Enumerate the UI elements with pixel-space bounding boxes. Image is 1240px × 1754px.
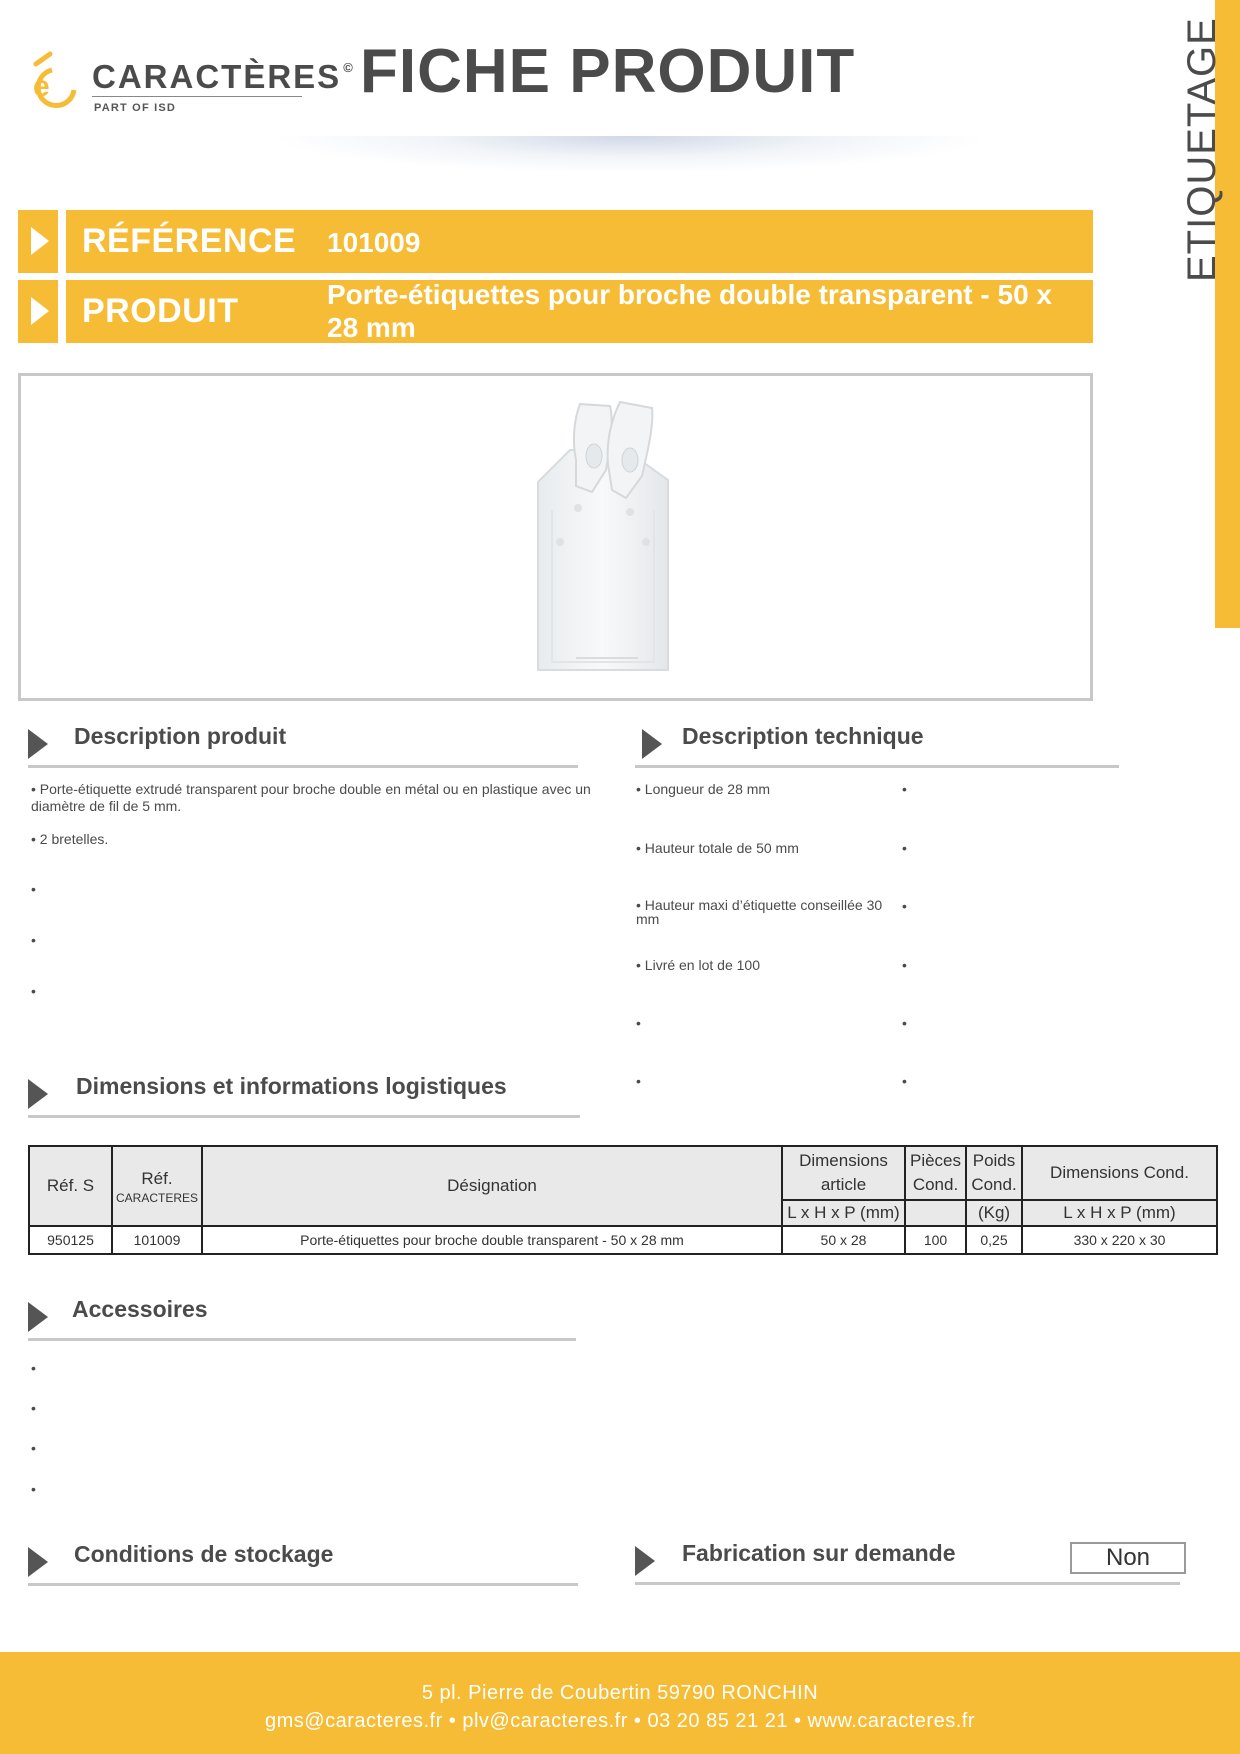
tech-item: •	[636, 1015, 641, 1031]
col-dim-article-line2: article	[820, 1175, 867, 1194]
tech-item: •	[902, 1073, 907, 1089]
tech-item: •	[636, 1073, 641, 1089]
col-dim-article-line1: Dimensions	[799, 1151, 888, 1170]
col-poids-unit: (Kg)	[966, 1200, 1022, 1226]
section-arrow-icon	[28, 1079, 48, 1109]
svg-text:e: e	[33, 70, 50, 103]
description-item: •	[31, 881, 36, 897]
col-poids-line1: Poids	[972, 1151, 1016, 1170]
col-ref-sublabel: CARACTERES	[115, 1191, 198, 1205]
section-title: Fabrication sur demande	[682, 1540, 956, 1566]
cell-dim-cond: 330 x 220 x 30	[1022, 1226, 1217, 1254]
section-title: Accessoires	[72, 1296, 208, 1322]
col-ref-label: Réf.	[141, 1169, 173, 1188]
description-item: • 2 bretelles.	[31, 831, 109, 847]
brand-divider	[92, 96, 302, 97]
tech-item: • Hauteur maxi d’étiquette conseillée 30 mm	[636, 897, 883, 927]
section-title: Dimensions et informations logistiques	[76, 1073, 507, 1099]
logistics-table	[28, 1145, 1218, 1255]
description-item: •	[31, 983, 36, 999]
section-arrow-icon	[635, 1546, 655, 1576]
section-rule	[28, 1583, 578, 1586]
tech-item: •	[902, 1015, 907, 1031]
accessoires-heading	[18, 1296, 588, 1344]
stockage-heading	[18, 1541, 588, 1589]
cell-ref-s: 950125	[29, 1226, 112, 1254]
reference-label: RÉFÉRENCE	[82, 222, 297, 260]
brand-subtitle: PART OF ISD	[94, 102, 177, 114]
reference-value: 101009	[327, 227, 421, 258]
tech-item: •	[902, 957, 907, 973]
col-dim-article-unit: L x H x P (mm)	[782, 1200, 905, 1226]
tech-item: •	[902, 898, 907, 914]
cell-poids: 0,25	[966, 1226, 1022, 1254]
product-image	[518, 400, 678, 680]
section-arrow-icon	[28, 1547, 48, 1577]
col-pieces-unit	[905, 1200, 966, 1226]
fabrication-value: Non	[1070, 1542, 1186, 1574]
reference-marker	[18, 210, 58, 273]
accessoire-item: •	[31, 1400, 36, 1416]
col-pieces-line2: Cond.	[912, 1175, 959, 1194]
section-rule	[28, 1115, 580, 1118]
produit-marker	[18, 280, 58, 343]
col-dim-cond-unit: L x H x P (mm)	[1022, 1200, 1217, 1226]
section-title: Description produit	[74, 723, 287, 749]
produit-bar	[66, 280, 1093, 343]
accessoire-item: •	[31, 1481, 36, 1497]
section-rule	[635, 1582, 1180, 1585]
accessoire-item: •	[31, 1360, 36, 1376]
table-row	[29, 1226, 1217, 1254]
section-rule	[635, 765, 1119, 768]
footer-address: 5 pl. Pierre de Coubertin 59790 RONCHIN	[421, 1682, 819, 1704]
reference-bar	[66, 210, 1093, 273]
tech-item: • Longueur de 28 mm	[636, 781, 771, 797]
section-title: Description technique	[682, 723, 924, 749]
col-pieces-line1: Pièces	[909, 1151, 962, 1170]
tech-item: • Livré en lot de 100	[636, 957, 760, 973]
cell-pieces: 100	[905, 1226, 966, 1254]
col-poids	[966, 1146, 1022, 1200]
section-arrow-icon	[642, 729, 662, 759]
section-arrow-icon	[28, 729, 48, 759]
col-dim-article	[782, 1146, 905, 1200]
brand-name: CARACTÈRES ©	[92, 58, 355, 95]
cell-designation: Porte-étiquettes pour broche double transparent - 50 x 28 mm	[202, 1226, 782, 1254]
tech-item: • Hauteur totale de 50 mm	[636, 840, 799, 856]
col-designation: Désignation	[202, 1146, 782, 1226]
col-pieces	[905, 1146, 966, 1200]
description-item: • Porte-étiquette extrudé transparent pour broche double en métal ou en plastique avec un diamètre de fil de 5 mm.	[31, 781, 591, 814]
cell-ref: 101009	[112, 1226, 202, 1254]
tech-item: •	[902, 840, 907, 856]
description-technique-heading	[632, 723, 1132, 771]
col-ref	[112, 1146, 202, 1226]
produit-value: Porte-étiquettes pour broche double transparent - 50 x 28 mm	[327, 279, 1053, 343]
play-arrow-icon	[31, 227, 49, 255]
caracteres-logo-icon	[16, 50, 82, 110]
cell-dim-article: 50 x 28	[782, 1226, 905, 1254]
side-tab-label: ETIQUETAGE	[1180, 17, 1224, 282]
header-shadow	[280, 136, 980, 172]
description-item: •	[31, 932, 36, 948]
accessoire-item: •	[31, 1440, 36, 1456]
company-logo	[16, 44, 355, 116]
dimensions-heading	[18, 1073, 598, 1121]
product-image-frame	[18, 373, 1093, 701]
description-produit-heading	[18, 723, 588, 771]
footer	[0, 1652, 1240, 1754]
section-rule	[28, 1338, 576, 1341]
section-rule	[28, 765, 578, 768]
tech-item: •	[902, 781, 907, 797]
section-title: Conditions de stockage	[74, 1541, 334, 1567]
col-ref-s: Réf. S	[29, 1146, 112, 1226]
page-title: FICHE PRODUIT	[360, 37, 856, 106]
col-dim-cond: Dimensions Cond.	[1022, 1146, 1217, 1200]
section-arrow-icon	[28, 1302, 48, 1332]
play-arrow-icon	[31, 297, 49, 325]
footer-contact: gms@caracteres.fr • plv@caracteres.fr • 03 20 85 21 21 • www.caracteres.fr	[265, 1710, 975, 1732]
produit-label: PRODUIT	[82, 292, 239, 330]
col-poids-line2: Cond.	[971, 1175, 1017, 1194]
